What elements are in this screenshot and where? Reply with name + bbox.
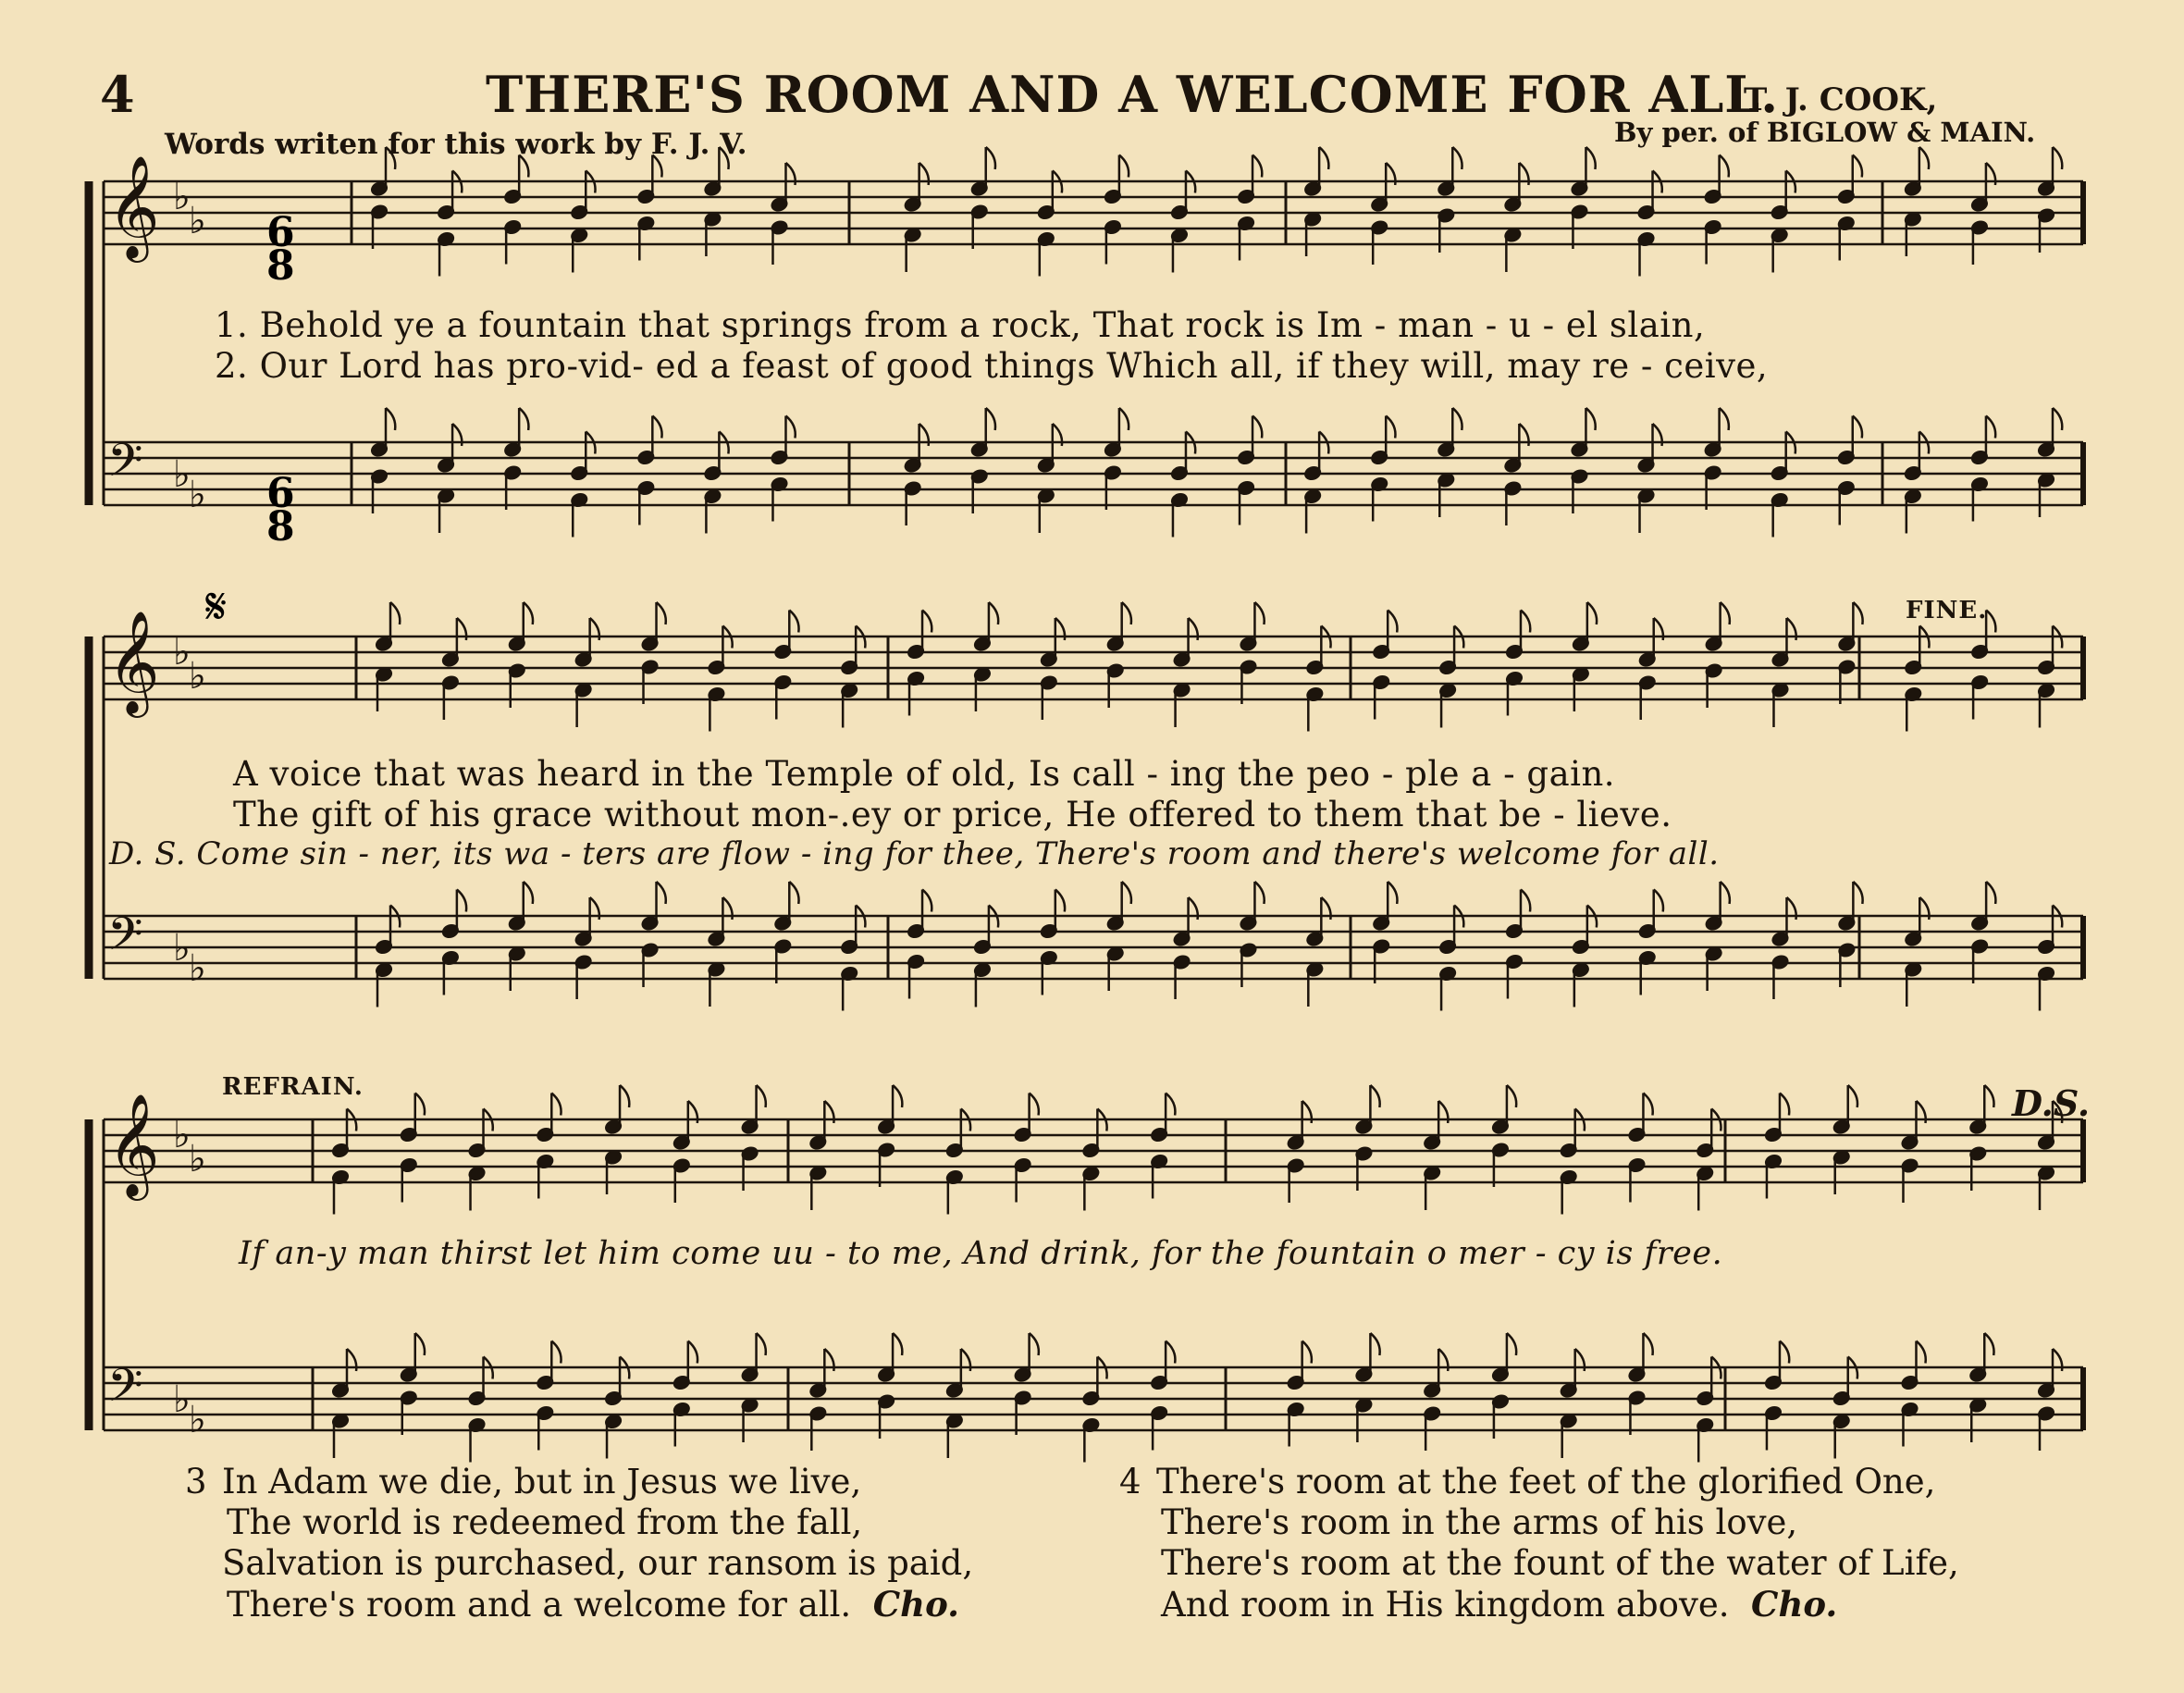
key-flat-icon: ♭ bbox=[189, 655, 206, 698]
note-flag bbox=[1452, 408, 1462, 430]
note-flag bbox=[657, 882, 666, 904]
note-flag bbox=[1586, 147, 1595, 169]
clefs bbox=[107, 154, 206, 1441]
note-flag bbox=[1521, 890, 1530, 912]
note-flag bbox=[1386, 416, 1395, 439]
note-flag bbox=[1853, 155, 1862, 178]
note-flag bbox=[1166, 1341, 1175, 1364]
note-flag bbox=[457, 890, 466, 912]
note-flag bbox=[1720, 155, 1729, 178]
bass-clef-icon: 𝄢 bbox=[107, 1359, 143, 1424]
note-flag bbox=[1166, 1094, 1175, 1116]
note-flag bbox=[1122, 882, 1131, 904]
note-flag bbox=[1643, 1333, 1652, 1355]
note-flag bbox=[1721, 882, 1730, 904]
note-flag bbox=[2053, 147, 2062, 169]
key-flat-icon: ♭ bbox=[189, 1399, 206, 1441]
note-flag bbox=[1919, 147, 1929, 169]
note-flag bbox=[1986, 611, 1995, 633]
key-flat-icon: ♭ bbox=[189, 474, 206, 516]
stanza-3 bbox=[185, 1462, 973, 1625]
key-flat-icon: ♭ bbox=[173, 1114, 191, 1156]
key-flat-icon: ♭ bbox=[173, 631, 191, 673]
note-flag bbox=[524, 602, 533, 624]
note-flag bbox=[386, 408, 395, 430]
note-flag bbox=[1370, 1333, 1379, 1355]
note-flag bbox=[551, 1094, 561, 1116]
key-flat-icon: ♭ bbox=[189, 1138, 206, 1180]
refrain-lyrics: If an-y man thirst let him come uu - to me, And drink, for the fountain o mer - cy is free. bbox=[239, 1235, 1723, 1272]
note-flag bbox=[1986, 416, 1995, 439]
note-flag bbox=[1984, 1333, 1993, 1355]
stanza-4-line-1: There's room at the feet of the glorified One, bbox=[1156, 1462, 1936, 1501]
note-flag bbox=[415, 1333, 425, 1355]
note-flag bbox=[893, 1085, 902, 1107]
bass-time-signature-top: 6 bbox=[266, 470, 295, 517]
treble-clef-icon: 𝄞 bbox=[107, 1093, 160, 1196]
bass-clef-icon: 𝄢 bbox=[107, 908, 143, 972]
note-flag bbox=[719, 147, 728, 169]
stanza-4 bbox=[1119, 1462, 1959, 1625]
note-flag bbox=[390, 602, 400, 624]
note-flag bbox=[989, 602, 998, 624]
note-flag bbox=[922, 890, 932, 912]
note-flag bbox=[524, 882, 533, 904]
note-flag bbox=[551, 1341, 561, 1364]
words-credit: Words writen for this work by F. J. V. bbox=[165, 128, 747, 161]
note-flag bbox=[893, 1333, 902, 1355]
key-flat-icon: ♭ bbox=[189, 947, 206, 990]
note-flag bbox=[688, 1341, 697, 1364]
stanza-3-number: 3 bbox=[185, 1462, 207, 1501]
stanza-4-line-4: And room in His kingdom above. bbox=[1161, 1585, 1730, 1625]
note-flag bbox=[757, 1085, 766, 1107]
note-flag bbox=[415, 1094, 425, 1116]
stanza-3-line-2: The world is redeemed from the fall, bbox=[227, 1502, 863, 1542]
note-flag bbox=[1252, 155, 1262, 178]
stanza-4-line-3: There's room at the fount of the water of Life, bbox=[1161, 1543, 1959, 1583]
bass-time-signature-bottom: 8 bbox=[266, 503, 295, 550]
note-flag bbox=[1388, 882, 1397, 904]
note-flag bbox=[785, 416, 795, 439]
note-flag bbox=[652, 416, 661, 439]
time-signature-top: 6 bbox=[266, 209, 295, 256]
time-signature-bottom: 8 bbox=[266, 242, 295, 290]
note-flag bbox=[1055, 890, 1065, 912]
key-flat-icon: ♭ bbox=[173, 927, 191, 970]
note-flag bbox=[1521, 611, 1530, 633]
stanza-3-line-4: There's room and a welcome for all. bbox=[227, 1585, 852, 1625]
note-flag bbox=[1252, 416, 1262, 439]
system2-verse2-lyrics: The gift of his grace without mon-.ey or price, He offered to them that be - lieve. bbox=[233, 795, 1672, 834]
treble-clef-icon: 𝄞 bbox=[107, 154, 160, 258]
note-flag bbox=[1654, 890, 1663, 912]
note-flag bbox=[1452, 147, 1462, 169]
note-flag bbox=[1643, 1094, 1652, 1116]
note-flag bbox=[652, 155, 661, 178]
note-flag bbox=[1853, 416, 1862, 439]
song-title: THERE'S ROOM AND A WELCOME FOR ALL. bbox=[486, 65, 1780, 124]
refrain-marker: REFRAIN. bbox=[222, 1073, 364, 1101]
stanza-4-line-2: There's room in the arms of his love, bbox=[1161, 1502, 1798, 1542]
note-flag bbox=[1853, 602, 1862, 624]
note-flag bbox=[1254, 882, 1264, 904]
note-flag bbox=[789, 611, 798, 633]
note-flag bbox=[519, 408, 528, 430]
note-flag bbox=[1119, 155, 1129, 178]
note-flag bbox=[657, 602, 666, 624]
key-flat-icon: ♭ bbox=[173, 453, 191, 496]
note-flag bbox=[1370, 1085, 1379, 1107]
stanza-3-line-1: In Adam we die, but in Jesus we live, bbox=[222, 1462, 862, 1501]
system2-verse1-lyrics: A voice that was heard in the Temple of old, Is call - ing the peo - ple a - gain. bbox=[233, 754, 1616, 794]
note-flag bbox=[1720, 408, 1729, 430]
note-flag bbox=[1853, 882, 1862, 904]
system1-verse2-lyrics: 2. Our Lord has pro-vid- ed a feast of good things Which all, if they will, may re - ceive, bbox=[215, 346, 1769, 386]
note-flag bbox=[2053, 408, 2062, 430]
treble-clef-icon: 𝄞 bbox=[107, 610, 160, 713]
permission-credit: By per. of BIGLOW & MAIN. bbox=[1614, 117, 2036, 148]
key-flat-icon: ♭ bbox=[173, 1378, 191, 1421]
system1-verse1-lyrics: 1. Behold ye a fountain that springs from a rock, That rock is Im - man - u - el slain, bbox=[215, 305, 1706, 345]
fine-marker: FINE. bbox=[1906, 597, 1988, 624]
note-flag bbox=[1254, 602, 1264, 624]
note-flag bbox=[519, 155, 528, 178]
note-flag bbox=[986, 147, 995, 169]
stanza-4-cho: Cho. bbox=[1751, 1584, 1838, 1625]
note-flag bbox=[1388, 611, 1397, 633]
note-flag bbox=[1302, 1341, 1312, 1364]
note-flag bbox=[1319, 147, 1328, 169]
note-flag bbox=[1507, 1085, 1516, 1107]
note-flag bbox=[386, 147, 395, 169]
stanza-3-cho: Cho. bbox=[872, 1584, 959, 1625]
note-flag bbox=[1586, 408, 1595, 430]
note-flag bbox=[1507, 1333, 1516, 1355]
stanza-3-line-3: Salvation is purchased, our ransom is paid, bbox=[222, 1543, 974, 1583]
note-flag bbox=[757, 1333, 766, 1355]
note-flag bbox=[1984, 1085, 1993, 1107]
bass-clef-icon: 𝄢 bbox=[107, 434, 143, 499]
note-flag bbox=[1848, 1085, 1857, 1107]
segno-icon: 𝄋 bbox=[205, 577, 228, 636]
note-flag bbox=[1119, 408, 1129, 430]
note-flag bbox=[922, 611, 932, 633]
note-flag bbox=[1030, 1333, 1039, 1355]
note-flag bbox=[1587, 602, 1597, 624]
system2-ds-lyrics: D. S. Come sin - ner, its wa - ters are flow - ing for thee, There's room and there's welcome for all. bbox=[109, 835, 1720, 872]
note-flag bbox=[1986, 882, 1995, 904]
page-number: 4 bbox=[100, 65, 135, 124]
note-flag bbox=[789, 882, 798, 904]
note-flag bbox=[1780, 1094, 1789, 1116]
note-flag bbox=[1721, 602, 1730, 624]
note-flag bbox=[620, 1085, 629, 1107]
note-flag bbox=[1780, 1341, 1789, 1364]
note-flag bbox=[1122, 602, 1131, 624]
note-flag bbox=[986, 408, 995, 430]
key-flat-icon: ♭ bbox=[189, 200, 206, 242]
stanza-4-number: 4 bbox=[1119, 1462, 1141, 1501]
note-flag bbox=[1030, 1094, 1039, 1116]
note-flag bbox=[1916, 1341, 1925, 1364]
composer-credit: T. J. COOK, bbox=[1744, 81, 1938, 118]
ds-marker: D.S. bbox=[2012, 1082, 2091, 1124]
key-flat-icon: ♭ bbox=[173, 176, 191, 218]
